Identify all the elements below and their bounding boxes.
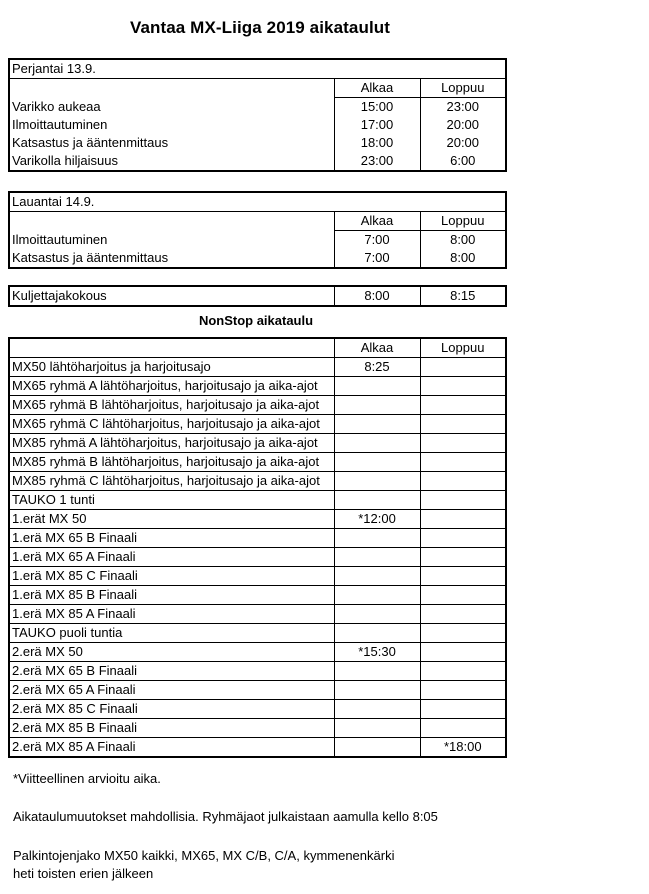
row-label: MX85 ryhmä C lähtöharjoitus, harjoitusajo ja aika-ajot <box>9 472 334 491</box>
row-start-time <box>334 548 420 567</box>
friday-heading-row <box>9 59 506 79</box>
row-label: 2.erä MX 85 C Finaali <box>9 700 334 719</box>
row-end-time <box>420 529 506 548</box>
saturday-col-start: Alkaa <box>334 212 420 231</box>
table-row <box>9 249 506 268</box>
row-start-time: 18:00 <box>334 134 420 152</box>
meeting-start: 8:00 <box>334 286 420 306</box>
row-label: Katsastus ja ääntenmittaus <box>9 134 334 152</box>
table-row <box>9 624 506 643</box>
meeting-label: Kuljettajakokous <box>9 286 334 306</box>
row-label: MX50 lähtöharjoitus ja harjoitusajo <box>9 358 334 377</box>
row-end-time <box>420 605 506 624</box>
row-label: 1.erä MX 85 C Finaali <box>9 567 334 586</box>
row-start-time <box>334 529 420 548</box>
friday-col-end: Loppuu <box>420 79 506 98</box>
row-end-time: 6:00 <box>420 152 506 171</box>
row-start-time <box>334 719 420 738</box>
row-label: Varikko aukeaa <box>9 98 334 117</box>
row-label: Varikolla hiljaisuus <box>9 152 334 171</box>
row-label: Ilmoittautuminen <box>9 116 334 134</box>
table-row <box>9 396 506 415</box>
row-start-time: 7:00 <box>334 249 420 268</box>
row-end-time <box>420 434 506 453</box>
table-row <box>9 738 506 758</box>
saturday-heading: Lauantai 14.9. <box>9 192 506 212</box>
table-row <box>9 377 506 396</box>
table-row <box>9 231 506 250</box>
row-start-time <box>334 681 420 700</box>
row-end-time <box>420 415 506 434</box>
row-end-time <box>420 567 506 586</box>
row-start-time: 17:00 <box>334 116 420 134</box>
table-row <box>9 510 506 529</box>
row-end-time: 23:00 <box>420 98 506 117</box>
row-label: TAUKO 1 tunti <box>9 491 334 510</box>
awards-note-line1: Palkintojenjako MX50 kaikki, MX65, MX C/B, C/A, kymmenenkärki <box>13 848 395 863</box>
row-label: 1.erät MX 50 <box>9 510 334 529</box>
row-end-time <box>420 700 506 719</box>
row-end-time <box>420 377 506 396</box>
row-label: 1.erä MX 85 A Finaali <box>9 605 334 624</box>
table-row <box>9 116 506 134</box>
row-label: MX85 ryhmä B lähtöharjoitus, harjoitusajo ja aika-ajot <box>9 453 334 472</box>
meeting-table <box>8 285 507 307</box>
row-end-time: *18:00 <box>420 738 506 758</box>
table-row <box>9 700 506 719</box>
nonstop-col-end: Loppuu <box>420 338 506 358</box>
row-start-time <box>334 491 420 510</box>
row-label: 2.erä MX 85 A Finaali <box>9 738 334 758</box>
row-start-time <box>334 396 420 415</box>
row-start-time <box>334 700 420 719</box>
row-start-time: 7:00 <box>334 231 420 250</box>
row-end-time: 20:00 <box>420 134 506 152</box>
table-row <box>9 586 506 605</box>
page-title: Vantaa MX-Liiga 2019 aikataulut <box>129 18 391 37</box>
table-row <box>9 529 506 548</box>
empty-cell <box>9 338 334 358</box>
row-start-time: 8:25 <box>334 358 420 377</box>
table-row <box>9 134 506 152</box>
table-row <box>9 643 506 662</box>
row-end-time: 20:00 <box>420 116 506 134</box>
row-label: 2.erä MX 65 B Finaali <box>9 662 334 681</box>
row-label: 2.erä MX 85 B Finaali <box>9 719 334 738</box>
table-row <box>9 453 506 472</box>
table-row <box>9 152 506 171</box>
estimate-note: *Viitteellinen arvioitu aika. <box>13 771 161 786</box>
table-row <box>9 98 506 117</box>
row-end-time: 8:00 <box>420 249 506 268</box>
table-row <box>9 605 506 624</box>
row-start-time <box>334 738 420 758</box>
changes-note: Aikataulumuutokset mahdollisia. Ryhmäjaot julkaistaan aamulla kello 8:05 <box>13 809 438 824</box>
row-label: 1.erä MX 85 B Finaali <box>9 586 334 605</box>
row-start-time: *12:00 <box>334 510 420 529</box>
row-end-time <box>420 491 506 510</box>
row-label: 2.erä MX 65 A Finaali <box>9 681 334 700</box>
row-end-time <box>420 719 506 738</box>
row-label: MX85 ryhmä A lähtöharjoitus, harjoitusajo ja aika-ajot <box>9 434 334 453</box>
row-start-time <box>334 453 420 472</box>
nonstop-col-start: Alkaa <box>334 338 420 358</box>
row-end-time <box>420 472 506 491</box>
row-end-time <box>420 396 506 415</box>
row-start-time <box>334 472 420 491</box>
row-start-time <box>334 377 420 396</box>
empty-cell <box>9 79 334 98</box>
row-end-time <box>420 586 506 605</box>
friday-heading: Perjantai 13.9. <box>9 59 506 79</box>
row-label: MX65 ryhmä B lähtöharjoitus, harjoitusajo ja aika-ajot <box>9 396 334 415</box>
row-label: Katsastus ja ääntenmittaus <box>9 249 334 268</box>
row-start-time <box>334 662 420 681</box>
row-end-time <box>420 548 506 567</box>
row-start-time <box>334 434 420 453</box>
saturday-schedule-table <box>8 191 507 269</box>
row-label: Ilmoittautuminen <box>9 231 334 250</box>
row-end-time <box>420 643 506 662</box>
row-end-time <box>420 453 506 472</box>
nonstop-column-header-row <box>9 338 506 358</box>
row-start-time: 15:00 <box>334 98 420 117</box>
table-row <box>9 719 506 738</box>
meeting-row <box>9 286 506 306</box>
table-row <box>9 491 506 510</box>
nonstop-heading: NonStop aikataulu <box>198 313 314 328</box>
row-start-time <box>334 567 420 586</box>
row-end-time <box>420 662 506 681</box>
saturday-col-end: Loppuu <box>420 212 506 231</box>
table-row <box>9 358 506 377</box>
empty-cell <box>9 212 334 231</box>
row-label: MX65 ryhmä C lähtöharjoitus, harjoitusajo ja aika-ajot <box>9 415 334 434</box>
row-end-time <box>420 624 506 643</box>
row-start-time <box>334 586 420 605</box>
friday-col-start: Alkaa <box>334 79 420 98</box>
row-end-time <box>420 681 506 700</box>
table-row <box>9 548 506 567</box>
row-start-time <box>334 605 420 624</box>
awards-note-line2: heti toisten erien jälkeen <box>13 866 154 881</box>
row-start-time <box>334 624 420 643</box>
row-label: 1.erä MX 65 B Finaali <box>9 529 334 548</box>
saturday-heading-row <box>9 192 506 212</box>
saturday-column-header-row <box>9 212 506 231</box>
friday-column-header-row <box>9 79 506 98</box>
table-row <box>9 434 506 453</box>
table-row <box>9 681 506 700</box>
row-start-time: *15:30 <box>334 643 420 662</box>
row-start-time <box>334 415 420 434</box>
row-label: 1.erä MX 65 A Finaali <box>9 548 334 567</box>
row-end-time <box>420 510 506 529</box>
row-start-time: 23:00 <box>334 152 420 171</box>
row-end-time <box>420 358 506 377</box>
nonstop-schedule-table <box>8 337 507 758</box>
row-label: MX65 ryhmä A lähtöharjoitus, harjoitusajo ja aika-ajot <box>9 377 334 396</box>
table-row <box>9 472 506 491</box>
table-row <box>9 415 506 434</box>
row-label: 2.erä MX 50 <box>9 643 334 662</box>
table-row <box>9 662 506 681</box>
meeting-end: 8:15 <box>420 286 506 306</box>
friday-schedule-table <box>8 58 507 172</box>
row-label: TAUKO puoli tuntia <box>9 624 334 643</box>
table-row <box>9 567 506 586</box>
row-end-time: 8:00 <box>420 231 506 250</box>
